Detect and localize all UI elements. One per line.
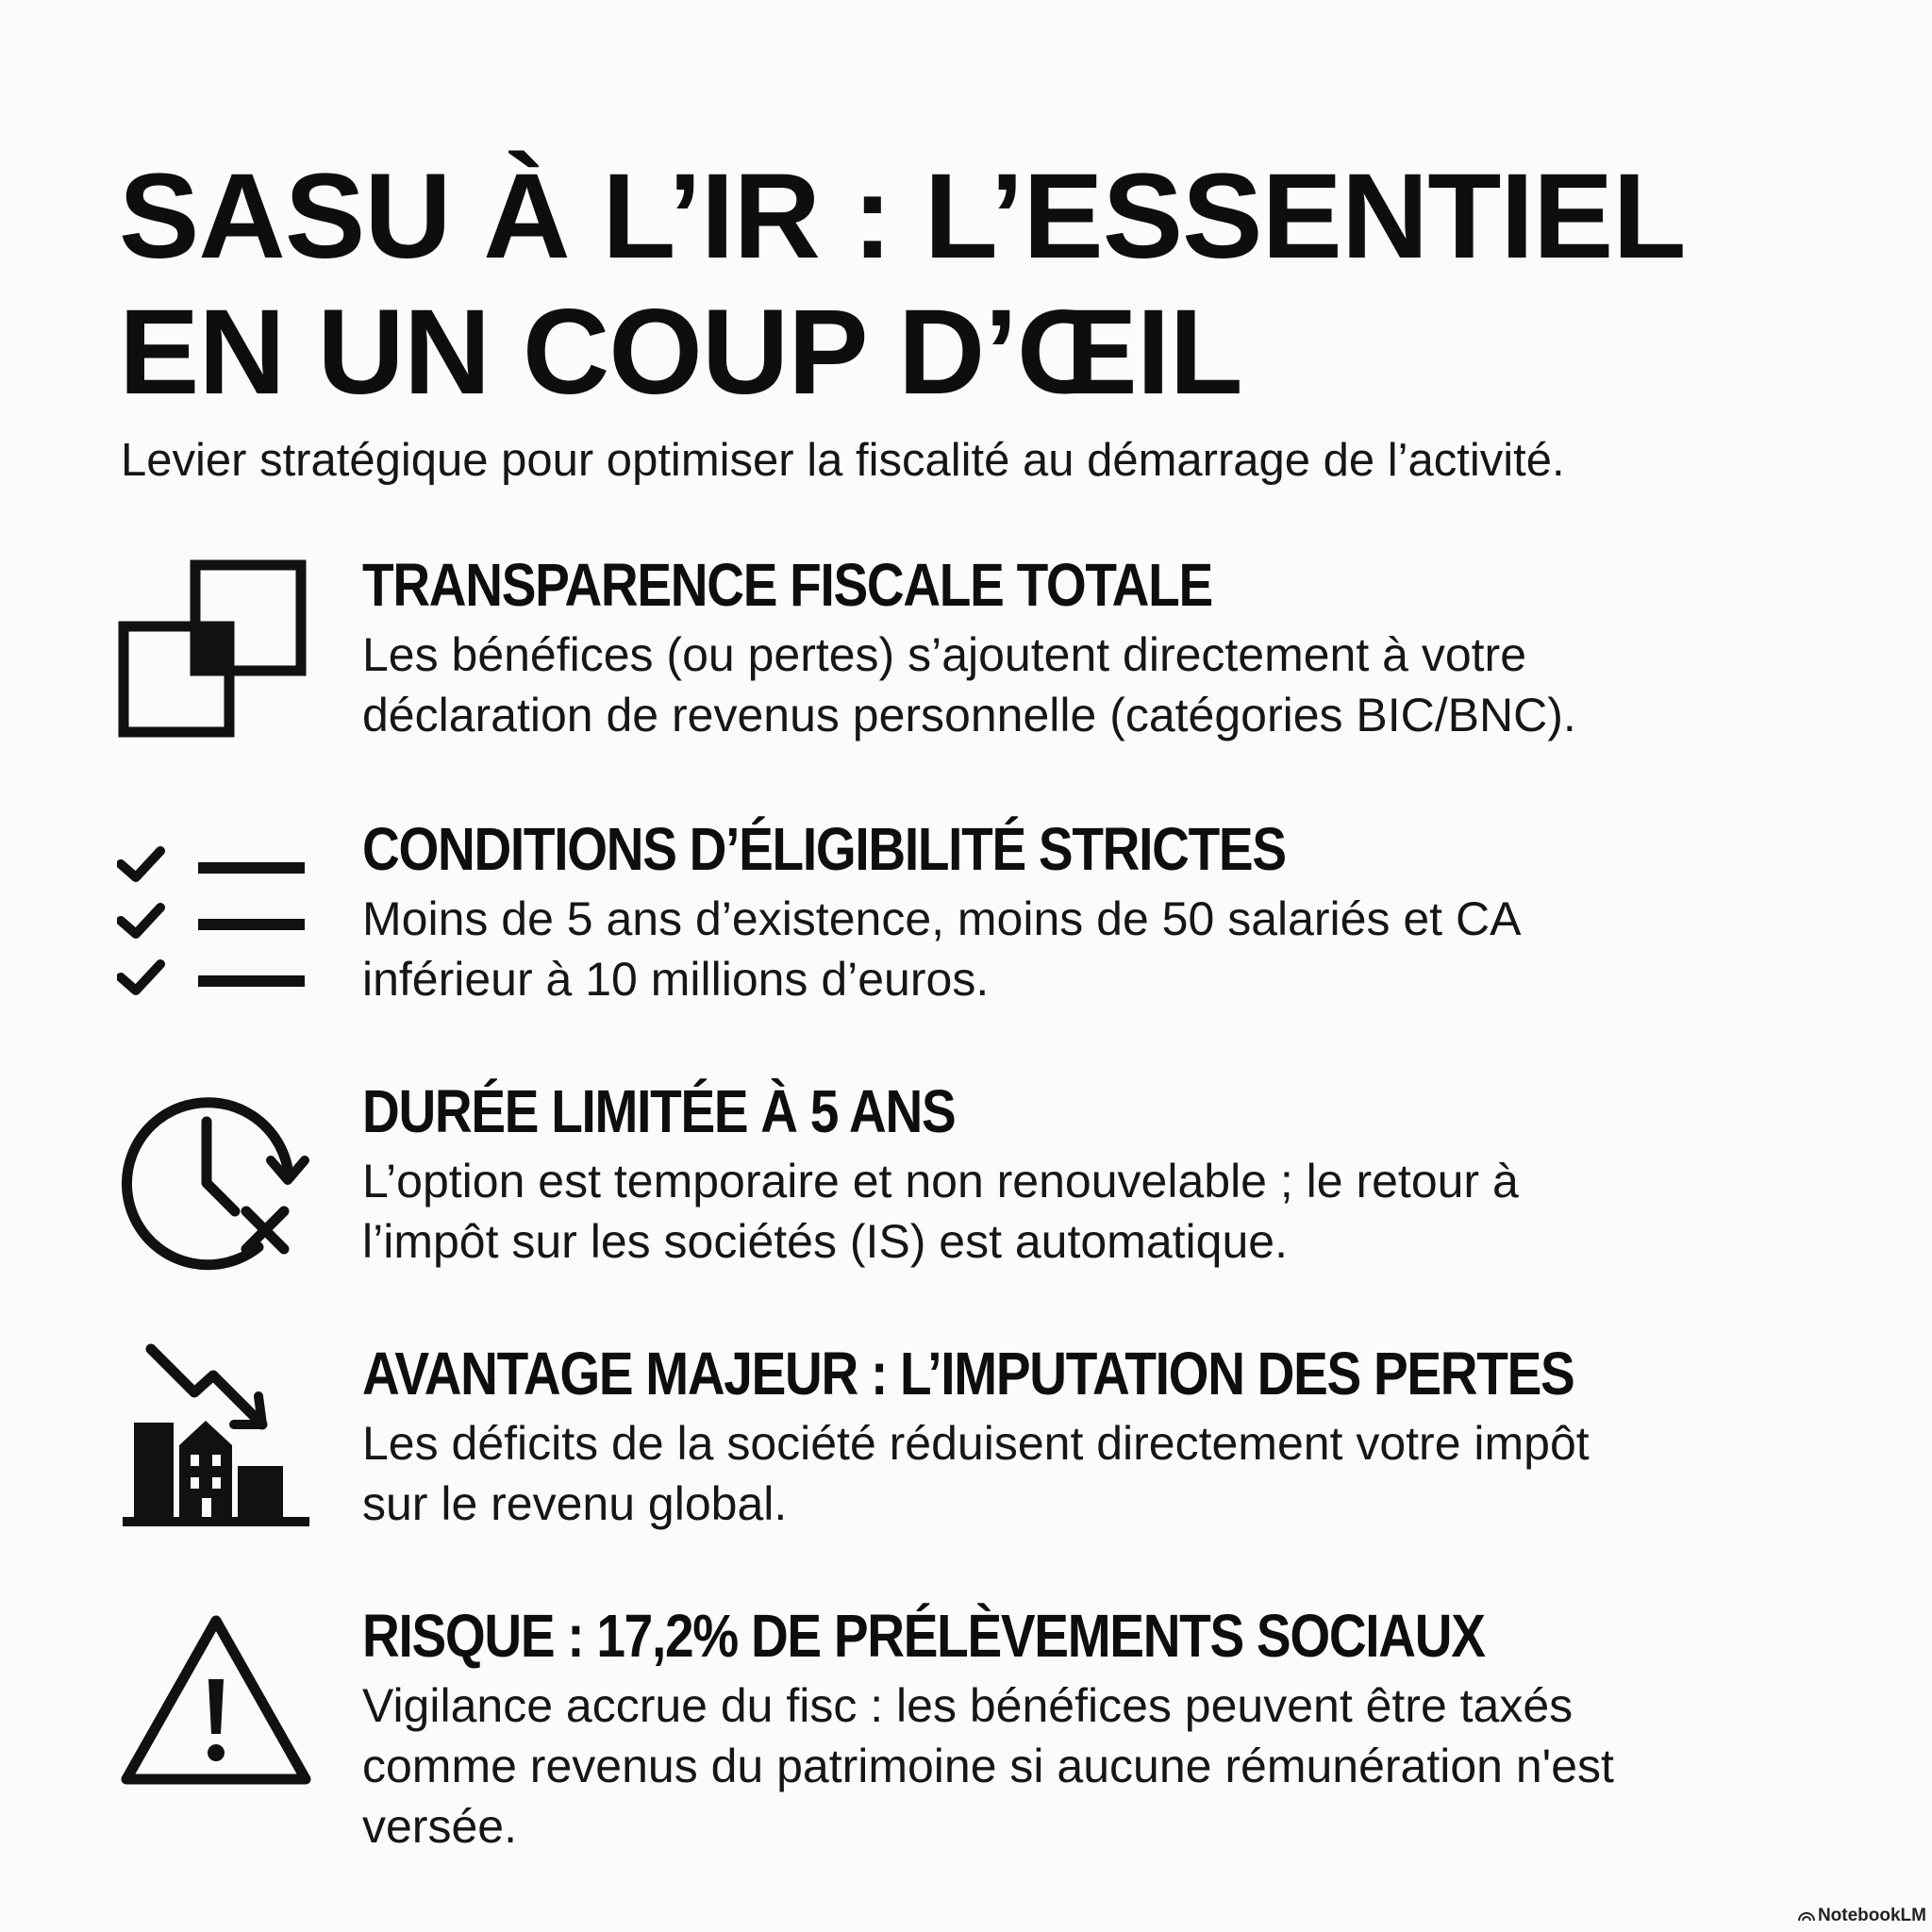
item-description-line: L’option est temporaire et non renouvelable ; le retour à: [362, 1155, 1519, 1208]
item-description-line: Les déficits de la société réduisent directement votre impôt: [362, 1417, 1590, 1470]
title-line-1: SASU À L’IR : L’ESSENTIEL: [119, 149, 1686, 284]
item-description-line: comme revenus du patrimoine si aucune rémunération n'est: [362, 1740, 1614, 1792]
brand-name: NotebookLM: [1817, 1906, 1926, 1925]
brand-watermark: [1798, 1906, 1926, 1926]
item-description-line: Vigilance accrue du fisc : les bénéfices peuvent être taxés: [362, 1679, 1574, 1732]
item-description-line: déclaration de revenus personnelle (catégories BIC/BNC).: [362, 689, 1576, 741]
page-subtitle: Levier stratégique pour optimiser la fiscalité au démarrage de l’activité.: [121, 435, 1565, 486]
item-description: [362, 1151, 1796, 1272]
item-description: [362, 1413, 1796, 1534]
clock-expired-icon: [117, 1079, 315, 1277]
overlapping-squares-icon: [117, 558, 315, 757]
item-description: [362, 1675, 1796, 1857]
item-description-line: l’impôt sur les sociétés (IS) est automatique.: [362, 1215, 1288, 1268]
item-description: [362, 889, 1796, 1009]
title-line-2: EN UN COUP D’ŒIL: [119, 285, 1242, 420]
item-heading: CONDITIONS D’ÉLIGIBILITÉ STRICTES: [362, 815, 1286, 883]
item-heading: AVANTAGE MAJEUR : L’IMPUTATION DES PERTES: [362, 1340, 1574, 1407]
checklist-icon: [117, 832, 315, 1030]
declining-building-icon: [117, 1338, 315, 1536]
item-description-line: Les bénéfices (ou pertes) s’ajoutent directement à votre: [362, 628, 1527, 681]
item-heading: TRANSPARENCE FISCALE TOTALE: [362, 551, 1212, 619]
item-description-line: Moins de 5 ans d’existence, moins de 50 salariés et CA: [362, 892, 1522, 945]
item-heading: RISQUE : 17,2% DE PRÉLÈVEMENTS SOCIAUX: [362, 1602, 1485, 1670]
warning-triangle-icon: [117, 1600, 315, 1798]
item-description-line: versée.: [362, 1800, 517, 1853]
notebooklm-logo-icon: [1798, 1907, 1815, 1918]
item-description-line: inférieur à 10 millions d’euros.: [362, 953, 990, 1006]
item-description: [362, 625, 1796, 745]
item-description-line: sur le revenu global.: [362, 1477, 788, 1530]
page-title: [119, 149, 1874, 421]
item-heading: DURÉE LIMITÉE À 5 ANS: [362, 1077, 956, 1145]
